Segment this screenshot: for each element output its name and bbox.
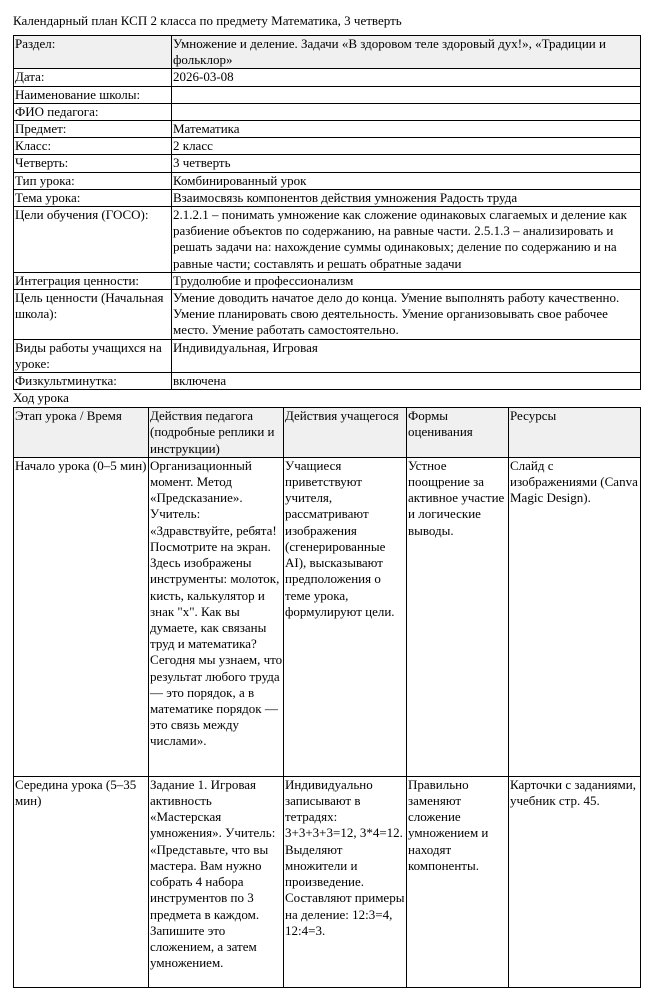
info-value: Трудолюбие и профессионализм [172,272,641,289]
info-label: Класс: [14,138,172,155]
info-value: 3 четверть [172,155,641,172]
info-value [172,86,641,103]
info-label: Виды работы учащихся на уроке: [14,339,172,372]
cell-assessment: Правильно заменяют сложение умножением и находят компоненты. [407,776,509,987]
info-label: Наименование школы: [14,86,172,103]
info-row [14,207,641,273]
header-stage: Этап урока / Время [14,408,149,458]
cell-resources: Карточки с заданиями, учебник стр. 45. [509,776,641,987]
info-value: 2026-03-08 [172,69,641,86]
info-row [14,36,641,69]
info-label: ФИО педагога: [14,103,172,120]
header-teacher-actions: Действия педагога (подробные реплики и инструкции) [149,408,284,458]
info-label: Цель ценности (Начальная школа): [14,290,172,340]
cell-teacher-actions: Организационный момент. Метод «Предсказание». Учитель: «Здравствуйте, ребята! Посмотрите на экран. Здесь изображены инструменты: молоток, кисть, калькулятор и знак "x". Как вы думаете, как связаны труд и математика? Сегодня мы узнаем, что результат любого труда — это порядок, а в математике порядок — это связь между числами». [149,457,284,776]
lesson-flow-table [13,407,641,988]
info-value: Взаимосвязь компонентов действия умножения Радость труда [172,189,641,206]
info-row [14,339,641,372]
info-label: Физкультминутка: [14,373,172,390]
info-value: Умение доводить начатое дело до конца. Умение выполнять работу качественно. Умение планировать свою деятельность. Умение организовывать свое рабочее место. Умение работать самостоятельно. [172,290,641,340]
info-row [14,172,641,189]
header-assessment: Формы оценивания [407,408,509,458]
lesson-row-middle [14,776,641,987]
header-student-actions: Действия учащегося [284,408,407,458]
info-row [14,103,641,120]
info-value [172,103,641,120]
info-value: Комбинированный урок [172,172,641,189]
info-label: Четверть: [14,155,172,172]
info-label: Дата: [14,69,172,86]
info-row [14,138,641,155]
info-label: Интеграция ценности: [14,272,172,289]
info-value: Математика [172,121,641,138]
info-label: Цели обучения (ГОСО): [14,207,172,273]
cell-student-actions: Индивидуально записывают в тетрадях: 3+3+3+3=12, 3*4=12. Выделяют множители и произведение. Составляют примеры на деление: 12:3=4, 12:4=3. [284,776,407,987]
info-value: 2 класс [172,138,641,155]
info-value: 2.1.2.1 – понимать умножение как сложение одинаковых слагаемых и деление как разбиение объектов по содержанию, на равные части. 2.5.1.3 – анализировать и решать задачи на: нахождение суммы одинаковых; деление по содержанию и на равные части; составлять и решать обратные задачи [172,207,641,273]
lesson-row-start [14,457,641,776]
info-row [14,155,641,172]
lesson-info-body [14,36,641,390]
section-title: Ход урока [13,390,69,406]
info-value: Индивидуальная, Игровая [172,339,641,372]
cell-stage: Начало урока (0–5 мин) [14,457,149,776]
info-row [14,272,641,289]
info-row [14,69,641,86]
cell-student-actions: Учащиеся приветствуют учителя, рассматривают изображения (сгенерированные AI), высказывают предположения о теме урока, формулируют цели. [284,457,407,776]
info-label: Предмет: [14,121,172,138]
header-resources: Ресурсы [509,408,641,458]
lesson-flow-header-row [14,408,641,458]
info-value: Умножение и деление. Задачи «В здоровом теле здоровый дух!», «Традиции и фольклор» [172,36,641,69]
info-label: Тип урока: [14,172,172,189]
info-row [14,86,641,103]
cell-teacher-actions: Задание 1. Игровая активность «Мастерская умножения». Учитель: «Представьте, что вы мастера. Вам нужно собрать 4 набора инструментов по 3 предмета в каждом. Запишите это сложением, а затем умножением. [149,776,284,987]
info-value: включена [172,373,641,390]
document-title: Календарный план КСП 2 класса по предмету Математика, 3 четверть [13,13,402,28]
cell-stage: Середина урока (5–35 мин) [14,776,149,987]
lesson-info-table [13,35,641,390]
info-label: Раздел: [14,36,172,69]
cell-assessment: Устное поощрение за активное участие и логические выводы. [407,457,509,776]
info-row [14,373,641,390]
info-row [14,189,641,206]
info-row [14,121,641,138]
lesson-plan-page [13,12,641,988]
cell-resources: Слайд с изображениями (Canva Magic Design). [509,457,641,776]
info-row [14,290,641,340]
info-label: Тема урока: [14,189,172,206]
